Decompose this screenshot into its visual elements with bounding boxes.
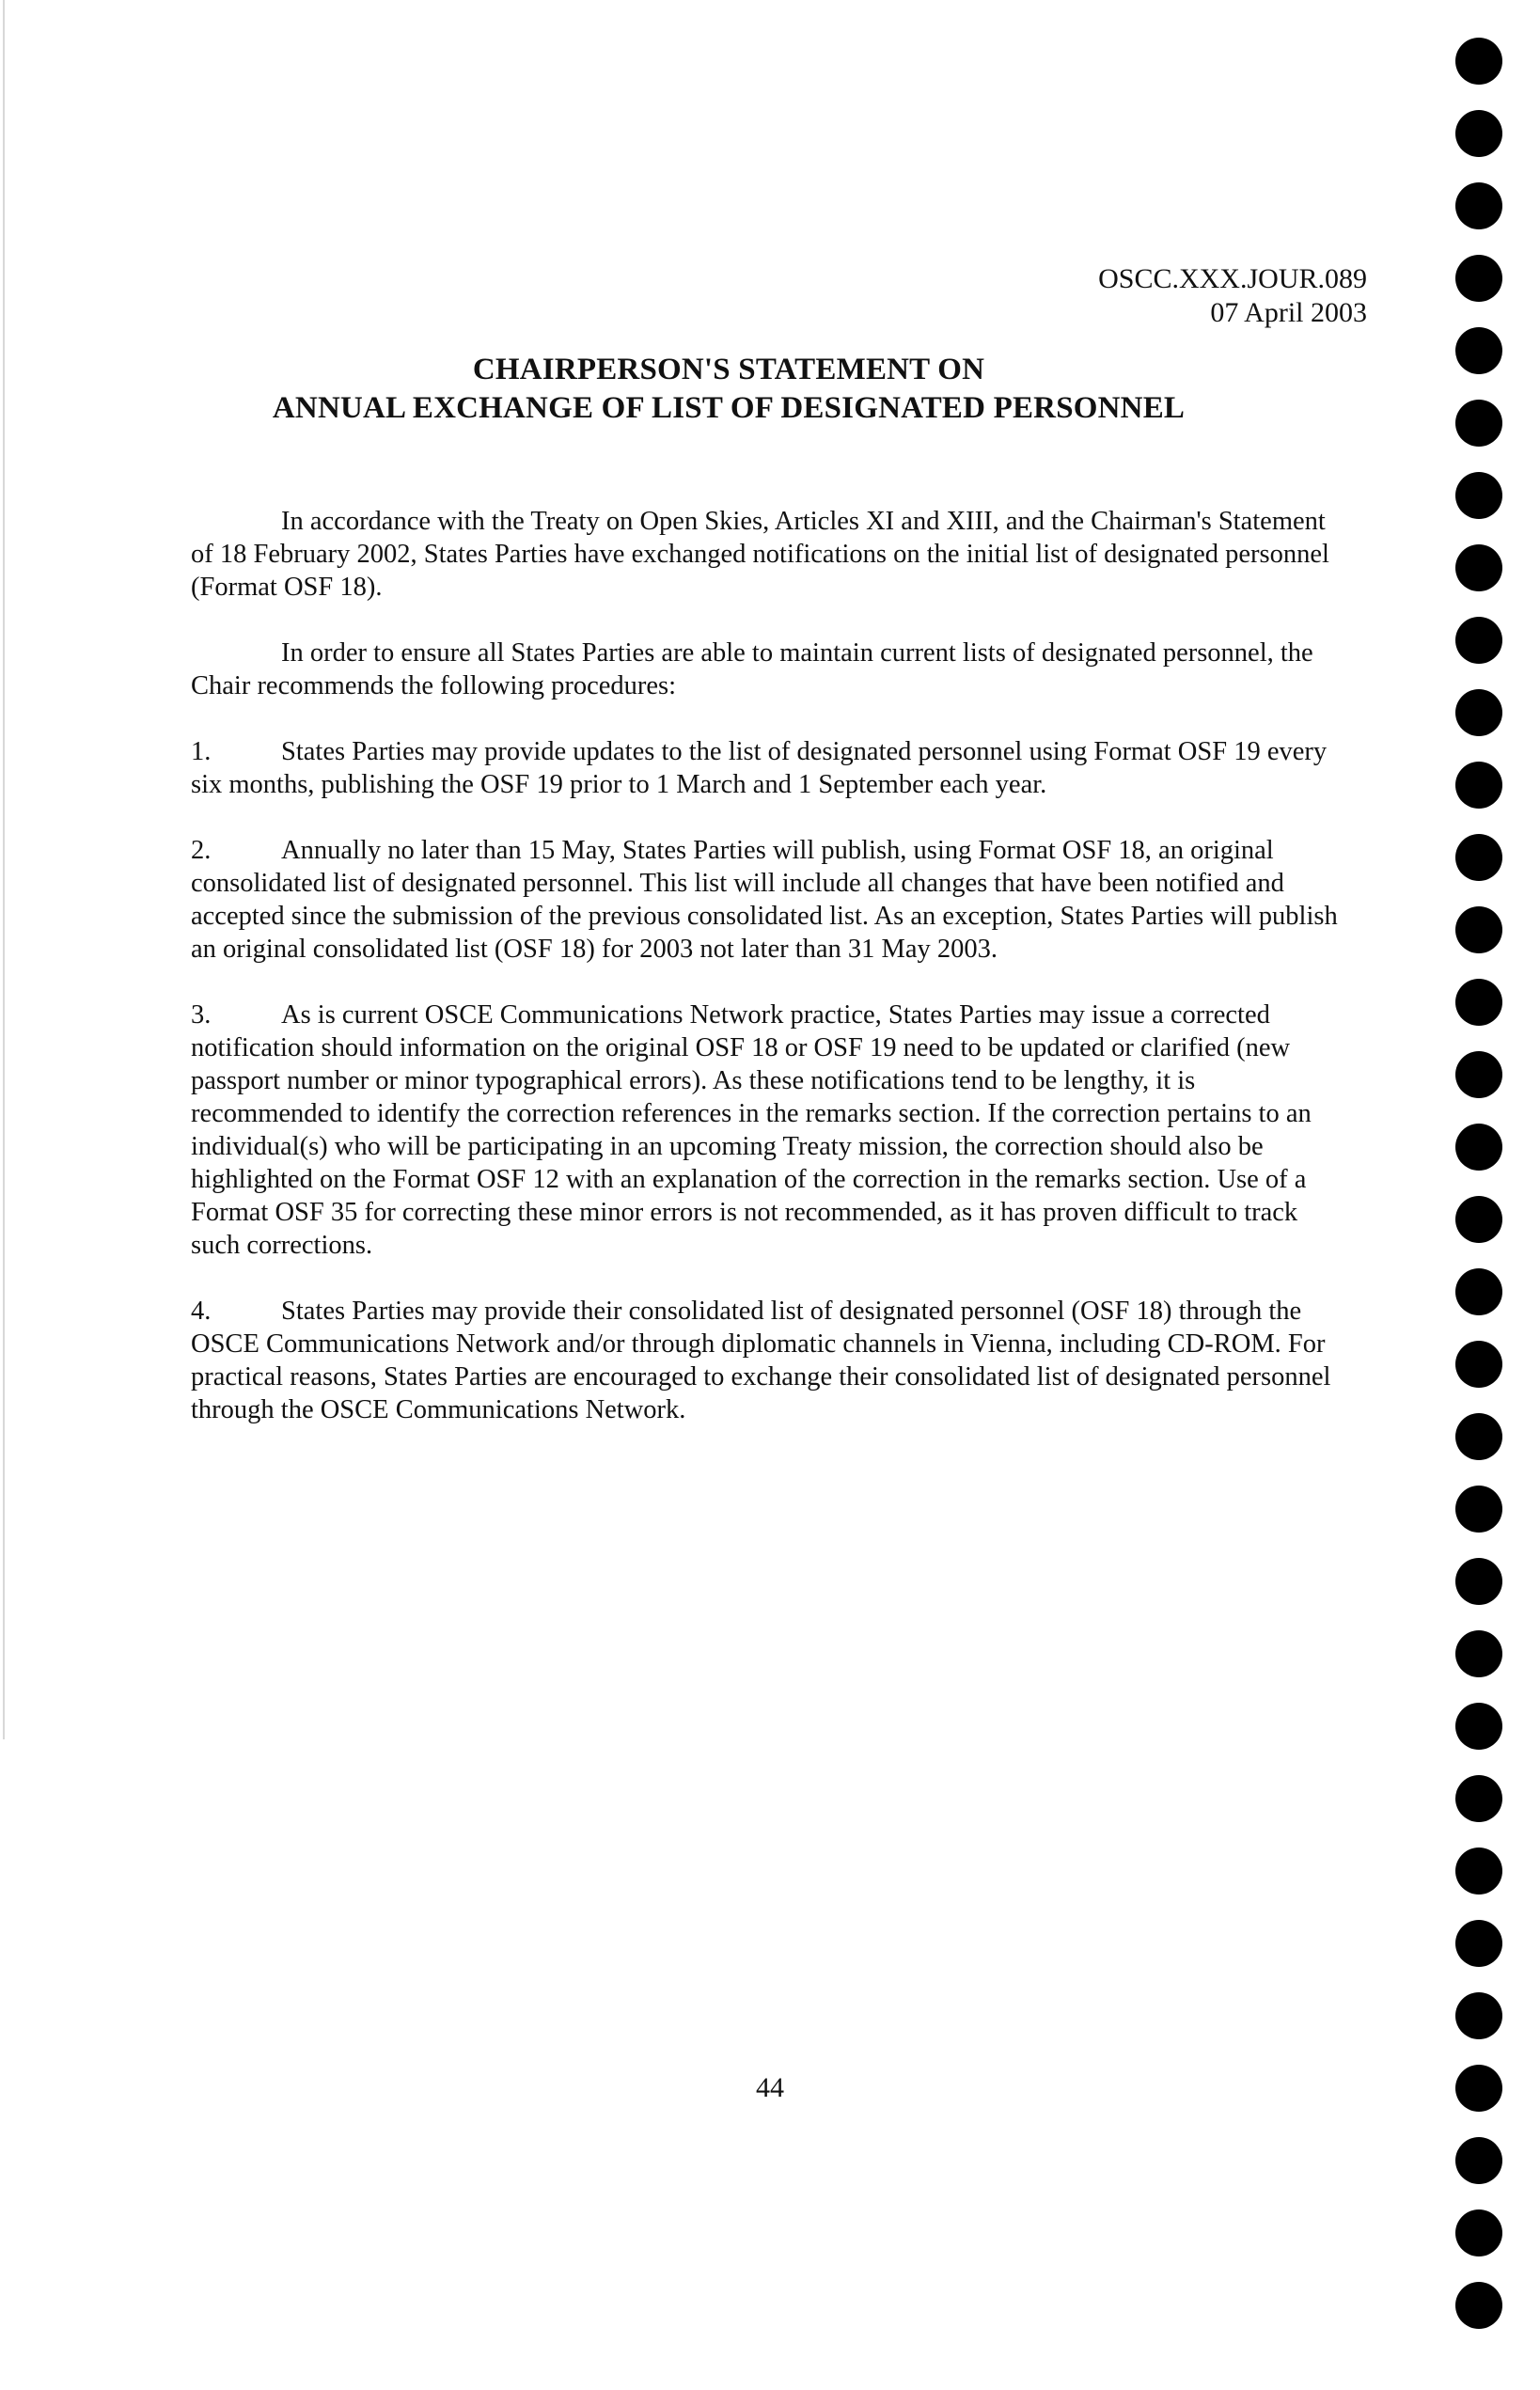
item-number: 2. [191, 836, 212, 865]
title-line-1: CHAIRPERSON'S STATEMENT ON [472, 353, 985, 386]
punch-hole [1455, 472, 1502, 519]
punch-hole [1455, 1848, 1502, 1895]
punch-hole [1455, 110, 1502, 157]
punch-hole [1455, 1703, 1502, 1750]
punch-hole [1455, 1341, 1502, 1388]
document-body [191, 505, 1349, 1459]
punch-hole [1455, 327, 1502, 374]
punch-hole [1455, 2137, 1502, 2184]
punch-hole [1455, 1920, 1502, 1967]
punch-hole [1455, 1413, 1502, 1460]
document-header [1098, 262, 1367, 330]
punch-hole [1455, 1051, 1502, 1098]
punch-hole [1455, 762, 1502, 809]
punch-hole [1455, 1558, 1502, 1605]
punch-hole [1455, 979, 1502, 1026]
punch-hole [1455, 1486, 1502, 1533]
punch-hole [1455, 2065, 1502, 2112]
numbered-item-1 [191, 735, 1349, 801]
punch-hole [1455, 1124, 1502, 1171]
item-number: 1. [191, 737, 212, 766]
intro-paragraph-2: In order to ensure all States Parties are able to maintain current lists of designated personnel, the Chair recommends the following procedures: [191, 638, 1313, 700]
punch-hole [1455, 182, 1502, 229]
binding-holes [1455, 38, 1512, 2369]
title-line-2: ANNUAL EXCHANGE OF LIST OF DESIGNATED PERSONNEL [272, 391, 1186, 425]
punch-hole [1455, 1992, 1502, 2039]
punch-hole [1455, 2209, 1502, 2256]
page-number: 44 [756, 2072, 784, 2103]
punch-hole [1455, 617, 1502, 664]
punch-hole [1455, 906, 1502, 953]
document-title [169, 351, 1288, 428]
punch-hole [1455, 1196, 1502, 1243]
numbered-item-2 [191, 834, 1349, 966]
punch-hole [1455, 400, 1502, 447]
punch-hole [1455, 1775, 1502, 1822]
numbered-item-3 [191, 998, 1349, 1262]
punch-hole [1455, 834, 1502, 881]
punch-hole [1455, 38, 1502, 85]
document-date: 07 April 2003 [1210, 297, 1367, 328]
punch-hole [1455, 2282, 1502, 2329]
punch-hole [1455, 1268, 1502, 1315]
punch-hole [1455, 689, 1502, 736]
numbered-item-4 [191, 1295, 1349, 1426]
item-text: States Parties may provide their consolidated list of designated personnel (OSF 18) through the OSCE Communications Network and/or through diplomatic channels in Vienna, including CD-ROM. For practical reasons, States Parties are encouraged to exchange their consolidated list of designated personnel through the OSCE Communications Network. [191, 1297, 1331, 1424]
page-edge-shadow [3, 0, 5, 1739]
item-text: As is current OSCE Communications Network practice, States Parties may issue a corrected notification should information on the original OSF 18 or OSF 19 need to be updated or clarified (new passport number or minor typographical errors). As these notifications tend to be lengthy, it is recommended to identify the correction references in the remarks section. If the correction pertains to an individual(s) who will be participating in an upcoming Treaty mission, the correction should also be highlighted on the Format OSF 12 with an explanation of the correction in the remarks section. Use of a Format OSF 35 for correcting these minor errors is not recommended, as it has proven difficult to track such corrections. [191, 1000, 1312, 1260]
punch-hole [1455, 1630, 1502, 1677]
document-reference: OSCC.XXX.JOUR.089 [1098, 263, 1367, 294]
intro-paragraph-1: In accordance with the Treaty on Open Skies, Articles XI and XIII, and the Chairman's Statement of 18 February 2002, States Parties have exchanged notifications on the initial list of designated personnel (Format OSF 18). [191, 507, 1329, 602]
item-number: 3. [191, 1000, 212, 1030]
item-number: 4. [191, 1297, 212, 1326]
punch-hole [1455, 255, 1502, 302]
punch-hole [1455, 544, 1502, 591]
item-text: States Parties may provide updates to the list of designated personnel using Format OSF 19 every six months, publishing the OSF 19 prior to 1 March and 1 September each year. [191, 737, 1328, 799]
item-text: Annually no later than 15 May, States Parties will publish, using Format OSF 18, an original consolidated list of designated personnel. This list will include all changes that have been notified and accepted since the submission of the previous consolidated list. As an exception, States Parties will publish an original consolidated list (OSF 18) for 2003 not later than 31 May 2003. [191, 836, 1338, 964]
